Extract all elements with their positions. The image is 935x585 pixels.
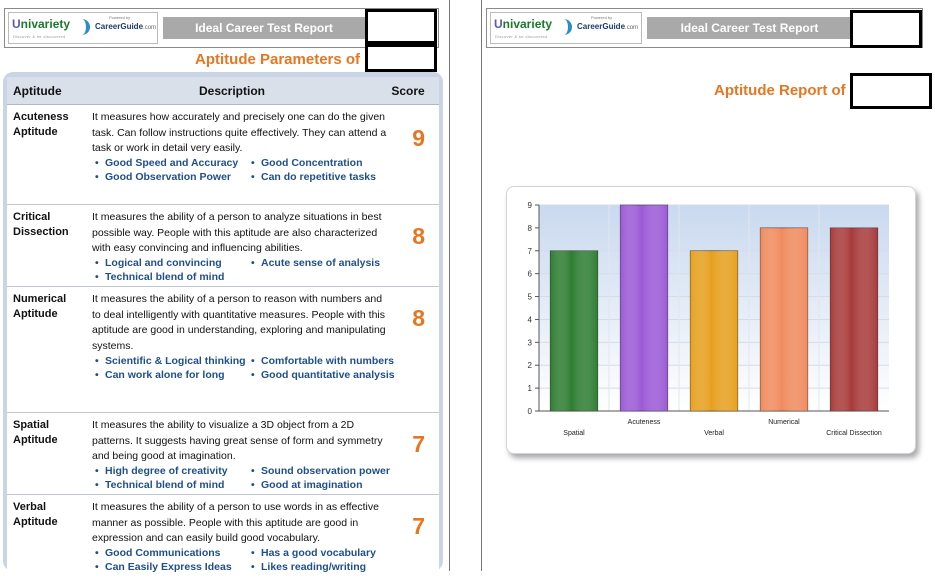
careerguide-logo bbox=[577, 22, 638, 31]
aptitude-name: Verbal Aptitude bbox=[13, 501, 58, 528]
logo-swoosh-icon bbox=[80, 19, 90, 35]
trait-item: • Likes reading/writing bbox=[248, 561, 410, 575]
aptitude-score: 9 bbox=[412, 125, 425, 151]
column-header-score: Score bbox=[391, 83, 425, 98]
aptitude-table-panel bbox=[3, 72, 443, 571]
logo-swoosh-icon bbox=[562, 19, 572, 35]
report-title: Ideal Career Test Report bbox=[163, 17, 365, 39]
trait-item: • Good Concentration bbox=[248, 157, 410, 171]
trait-item: • Acute sense of analysis bbox=[248, 257, 410, 271]
x-tick-label: Critical Dissection bbox=[826, 430, 882, 437]
aptitude-name: Spatial Aptitude bbox=[13, 419, 58, 446]
logo-u: U bbox=[494, 17, 503, 31]
trait-item: • Good Speed and Accuracy bbox=[92, 157, 248, 171]
trait-list bbox=[92, 547, 410, 574]
table-row bbox=[7, 205, 439, 287]
aptitude-name: Acuteness Aptitude bbox=[13, 111, 69, 138]
trait-item: • Comfortable with numbers bbox=[248, 355, 410, 369]
trait-item: • Has a good vocabulary bbox=[248, 547, 410, 561]
trait-item: • Technical blend of mind bbox=[92, 271, 248, 285]
logo-partner-suffix: .com bbox=[625, 25, 639, 31]
column-header-aptitude: Aptitude bbox=[13, 83, 62, 98]
bar-shine bbox=[690, 251, 738, 411]
trait-item: • Good Observation Power bbox=[92, 171, 248, 185]
x-tick-label: Acuteness bbox=[627, 419, 661, 426]
aptitude-chart-panel bbox=[506, 186, 916, 454]
logo-powered-by: Powered by bbox=[591, 15, 613, 20]
trait-item: • High degree of creativity bbox=[92, 465, 248, 479]
y-tick-label: 3 bbox=[527, 338, 532, 348]
aptitude-score: 7 bbox=[412, 513, 425, 539]
logo-partner: CareerGuide bbox=[577, 22, 626, 31]
section-title: Aptitude Parameters of bbox=[195, 51, 361, 68]
x-tick-label: Spatial bbox=[563, 430, 585, 437]
y-tick-label: 8 bbox=[527, 223, 532, 233]
aptitude-description: It measures the ability of a person to analyze situations in best possible way. People with this aptitude are also characterized with easy convincing and influencing abilities. bbox=[92, 211, 382, 254]
table-row bbox=[7, 495, 439, 585]
report-page-right bbox=[481, 0, 935, 571]
logo-powered-by: Powered by bbox=[109, 15, 131, 20]
trait-item: • Sound observation power bbox=[248, 465, 410, 479]
aptitude-description: It measures how accurately and precisely one can do the given task. Can follow instructions quite effectively. They can attend a task or work in detail very easily. bbox=[92, 111, 387, 154]
table-row bbox=[7, 413, 439, 495]
aptitude-score: 7 bbox=[412, 431, 425, 457]
trait-item: • Good quantitative analysis bbox=[248, 369, 410, 383]
trait-item: • Logical and convincing bbox=[92, 257, 248, 271]
x-tick-label: Numerical bbox=[768, 419, 800, 426]
trait-list bbox=[92, 257, 410, 284]
aptitude-score: 8 bbox=[412, 305, 425, 331]
redacted-box bbox=[365, 9, 437, 44]
logo-tagline: Discover & be discovered bbox=[495, 34, 548, 39]
trait-item: • Good at imagination bbox=[248, 479, 410, 493]
aptitude-description: It measures the ability of a person to reason with numbers and to deal intelligently with quantitative measures. People with this aptitude are good in understanding, exploring and manipulating systems. bbox=[92, 293, 386, 352]
aptitude-description: It measures the ability to visualize a 3D object from a 2D patterns. It suggests having great sense of form and symmetry and being good at imagination. bbox=[92, 419, 383, 462]
univariety-logo bbox=[490, 12, 642, 44]
trait-item: • Scientific & Logical thinking bbox=[92, 355, 248, 369]
logo-partner: CareerGuide bbox=[95, 22, 144, 31]
univariety-logo bbox=[8, 12, 158, 44]
aptitude-name: Numerical Aptitude bbox=[13, 293, 67, 320]
logo-brand-text: nivariety bbox=[502, 17, 553, 31]
y-tick-label: 1 bbox=[527, 384, 532, 394]
table-header bbox=[7, 77, 439, 105]
y-tick-label: 9 bbox=[527, 201, 532, 210]
aptitude-table bbox=[7, 77, 439, 585]
y-tick-label: 6 bbox=[527, 269, 532, 279]
report-page-left bbox=[0, 0, 450, 571]
table-row bbox=[7, 287, 439, 413]
y-tick-label: 0 bbox=[527, 407, 532, 416]
y-tick-label: 7 bbox=[527, 246, 532, 256]
aptitude-description: It measures the ability of a person to use words in as effective manner as possible. People with this aptitude are good in expression and can easily build good vocabulary. bbox=[92, 501, 379, 544]
bar-shine bbox=[760, 228, 808, 411]
report-title: Ideal Career Test Report bbox=[647, 17, 852, 39]
section-title: Aptitude Report of bbox=[714, 82, 846, 99]
aptitude-score: 8 bbox=[412, 223, 425, 249]
trait-list bbox=[92, 355, 410, 382]
redacted-name-box bbox=[365, 44, 437, 72]
logo-tagline: Discover & be discovered bbox=[13, 34, 66, 39]
aptitude-name: Critical Dissection bbox=[13, 211, 69, 238]
redacted-name-box bbox=[850, 73, 932, 109]
y-tick-label: 2 bbox=[527, 361, 532, 371]
column-header-description: Description bbox=[198, 83, 265, 98]
trait-item: • Good Communications bbox=[92, 547, 248, 561]
careerguide-logo bbox=[95, 22, 156, 31]
logo-partner-suffix: .com bbox=[143, 25, 157, 31]
bar-shine bbox=[620, 205, 668, 411]
redacted-box bbox=[850, 10, 922, 48]
trait-item: • Can do repetitive tasks bbox=[248, 171, 410, 185]
trait-list bbox=[92, 157, 410, 184]
y-tick-label: 4 bbox=[527, 315, 532, 325]
trait-item: • Technical blend of mind bbox=[92, 479, 248, 493]
bar-shine bbox=[550, 251, 598, 411]
logo-brand-text: nivariety bbox=[20, 17, 71, 31]
trait-list bbox=[92, 465, 410, 492]
trait-item: • Can Easily Express Ideas bbox=[92, 561, 248, 575]
logo-u: U bbox=[12, 17, 21, 31]
trait-item: • Can work alone for long bbox=[92, 369, 248, 383]
aptitude-bar-chart bbox=[507, 187, 917, 455]
bar-shine bbox=[830, 228, 878, 411]
table-row bbox=[7, 105, 439, 205]
x-tick-label: Verbal bbox=[704, 430, 724, 437]
y-tick-label: 5 bbox=[527, 292, 532, 302]
